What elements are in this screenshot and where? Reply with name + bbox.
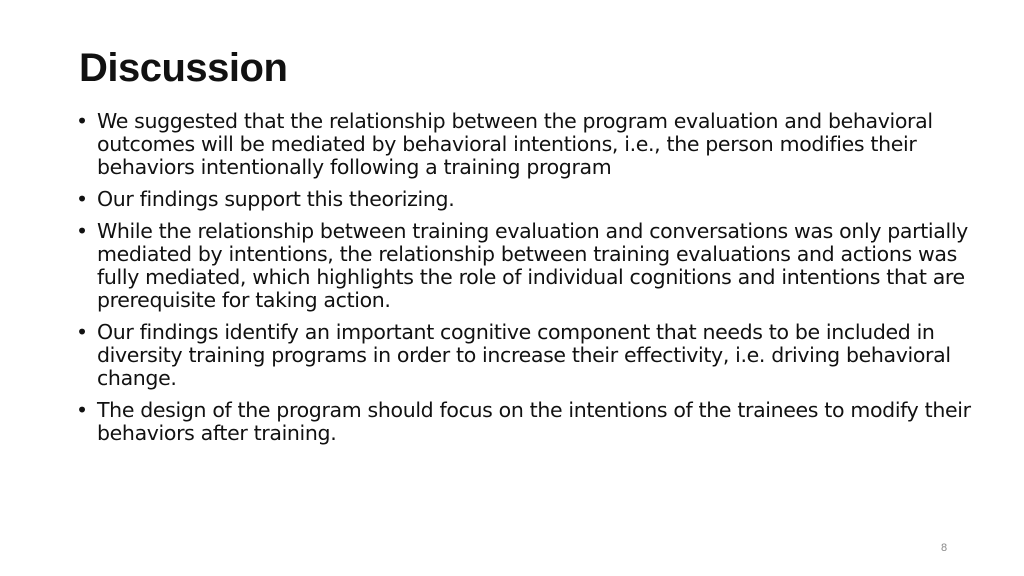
bullet-list [74, 110, 974, 454]
bullet-text: Our findings support this theorizing. [97, 187, 455, 211]
page-number: 8 [940, 542, 948, 554]
bullet-item [74, 110, 974, 179]
bullet-marker: • [76, 320, 88, 344]
bullet-item [74, 220, 974, 312]
bullet-item [74, 321, 974, 390]
bullet-text: Our findings identify an important cognitive component that needs to be included in diversity training programs in order to increase their effectivity, i.e. driving behavioral change. [97, 320, 951, 390]
bullet-marker: • [76, 109, 88, 133]
bullet-marker: • [76, 187, 88, 211]
bullet-text: The design of the program should focus on the intentions of the trainees to modify their behaviors after training. [97, 398, 971, 445]
bullet-item [74, 188, 974, 211]
bullet-text: While the relationship between training evaluation and conversations was only partially mediated by intentions, the relationship between training evaluations and actions was fully mediated, which highlights the role of individual cognitions and intentions that are prerequisite for taking action. [97, 219, 968, 312]
slide-title: Discussion [79, 46, 288, 90]
bullet-item [74, 399, 974, 445]
bullet-text: We suggested that the relationship between the program evaluation and behavioral outcomes will be mediated by behavioral intentions, i.e., the person modifies their behaviors intentionally following a training program [97, 109, 933, 179]
bullet-marker: • [76, 219, 88, 243]
bullet-marker: • [76, 398, 88, 422]
